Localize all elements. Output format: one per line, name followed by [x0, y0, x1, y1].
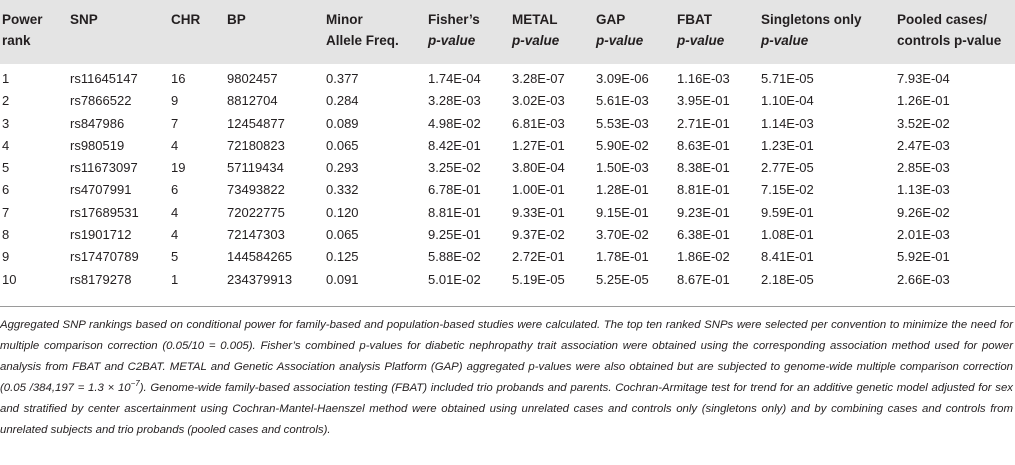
cell-power-rank: 10 [2, 271, 17, 287]
table-row [0, 112, 1015, 134]
header-line: p-value [512, 33, 560, 48]
header-bp [227, 9, 246, 30]
cell-gap-p: 5.90E-02 [596, 137, 649, 153]
header-line: p-value [596, 33, 644, 48]
cell-fbat-p: 6.38E-01 [677, 227, 730, 243]
cell-chr: 6 [171, 182, 179, 198]
cell-power-rank: 3 [2, 115, 10, 131]
header-metal-p [512, 9, 559, 51]
cell-fishers-p: 3.28E-03 [428, 93, 481, 109]
cell-snp: rs17470789 [70, 249, 139, 265]
cell-singletons-p: 2.18E-05 [761, 271, 814, 287]
cell-minor-allele-freq: 0.332 [326, 182, 359, 198]
caption-part1: Aggregated SNP rankings based on conditional power for family-based and population-based studies were calculated. The top ten ranked SNPs were selected per convention to minimize the need for multiple comparison correction (0.05/10 = 0.005). Fisher’s combined p-values for diabetic nephropathy trait association were obtained using the corresponding association method used for power analysis from FBAT and C2BAT. METAL and Genetic Association analysis Platform (GAP) aggregated p-values were also obtained but are subjected to genome-wide multiple comparison correction (0.05 /384,197 = 1.3 × 10 [0, 319, 1013, 394]
header-line: Power [2, 12, 43, 27]
cell-fishers-p: 4.98E-02 [428, 115, 481, 131]
cell-chr: 4 [171, 227, 179, 243]
cell-bp: 9802457 [227, 71, 278, 86]
header-snp [70, 9, 98, 30]
cell-power-rank: 5 [2, 160, 10, 176]
cell-pooled-p: 3.52E-02 [897, 115, 950, 131]
cell-pooled-p: 2.47E-03 [897, 137, 950, 153]
cell-fbat-p: 9.23E-01 [677, 204, 730, 220]
cell-gap-p: 3.09E-06 [596, 71, 649, 86]
header-line: Singletons only [761, 12, 862, 27]
cell-fbat-p: 2.71E-01 [677, 115, 730, 131]
header-line: p-value [761, 33, 809, 48]
table-caption [0, 315, 1013, 441]
cell-fishers-p: 9.25E-01 [428, 227, 481, 243]
cell-bp: 234379913 [227, 271, 293, 287]
cell-singletons-p: 1.23E-01 [761, 137, 814, 153]
table-row [0, 89, 1015, 111]
cell-metal-p: 3.28E-07 [512, 71, 565, 86]
caption-part2: ). Genome-wide family-based association testing (FBAT) included trio probands and parents. Cochran-Armitage test for trend for an additive genetic model adjusted for sex and stratified by center ascertainment using Cochran-Mantel-Haenszel method were obtained using unrelated cases and controls only (singletons only) and by combining cases and controls from unrelated subjects and trio probands (pooled cases and controls). [0, 382, 1014, 436]
table-row [0, 201, 1015, 223]
header-line: Allele Freq. [326, 33, 399, 48]
table-row [0, 67, 1015, 89]
cell-snp: rs980519 [70, 137, 125, 153]
header-line: FBAT [677, 12, 712, 27]
header-fbat-p [677, 9, 724, 51]
cell-singletons-p: 8.41E-01 [761, 249, 814, 265]
cell-metal-p: 2.72E-01 [512, 249, 565, 265]
cell-fishers-p: 5.01E-02 [428, 271, 481, 287]
cell-gap-p: 5.25E-05 [596, 271, 649, 287]
cell-gap-p: 1.78E-01 [596, 249, 649, 265]
cell-minor-allele-freq: 0.089 [326, 115, 359, 131]
cell-fbat-p: 8.81E-01 [677, 182, 730, 198]
cell-pooled-p: 5.92E-01 [897, 249, 950, 265]
cell-singletons-p: 1.10E-04 [761, 93, 814, 109]
cell-gap-p: 5.53E-03 [596, 115, 649, 131]
cell-singletons-p: 7.15E-02 [761, 182, 814, 198]
cell-fishers-p: 6.78E-01 [428, 182, 481, 198]
cell-metal-p: 9.33E-01 [512, 204, 565, 220]
cell-metal-p: 1.27E-01 [512, 137, 565, 153]
cell-fishers-p: 8.42E-01 [428, 137, 481, 153]
cell-fbat-p: 1.86E-02 [677, 249, 730, 265]
cell-fbat-p: 8.67E-01 [677, 271, 730, 287]
cell-gap-p: 1.50E-03 [596, 160, 649, 176]
header-line: rank [2, 33, 31, 48]
table-body [0, 67, 1015, 290]
cell-bp: 72180823 [227, 137, 285, 153]
table-row [0, 156, 1015, 178]
cell-fbat-p: 1.16E-03 [677, 71, 730, 86]
cell-power-rank: 8 [2, 227, 10, 243]
cell-snp: rs8179278 [70, 271, 132, 287]
header-line: Pooled cases/ [897, 12, 988, 27]
table-header [0, 0, 1015, 64]
cell-metal-p: 6.81E-03 [512, 115, 565, 131]
header-singletons-p [761, 9, 862, 51]
cell-metal-p: 5.19E-05 [512, 271, 565, 287]
cell-fishers-p: 1.74E-04 [428, 71, 481, 86]
table-row [0, 268, 1015, 290]
cell-fbat-p: 8.38E-01 [677, 160, 730, 176]
caption-exponent: −7 [130, 379, 140, 389]
cell-power-rank: 4 [2, 137, 10, 153]
cell-chr: 4 [171, 204, 179, 220]
cell-gap-p: 5.61E-03 [596, 93, 649, 109]
header-line: controls p-value [897, 33, 1002, 48]
cell-metal-p: 3.80E-04 [512, 160, 565, 176]
header-line: Minor [326, 12, 363, 27]
header-line: BP [227, 12, 246, 27]
cell-fbat-p: 8.63E-01 [677, 137, 730, 153]
header-gap-p [596, 9, 643, 51]
cell-minor-allele-freq: 0.065 [326, 227, 359, 243]
cell-singletons-p: 5.71E-05 [761, 71, 814, 86]
cell-snp: rs11673097 [70, 160, 138, 176]
cell-pooled-p: 2.85E-03 [897, 160, 950, 176]
cell-chr: 16 [171, 71, 186, 86]
cell-snp: rs1901712 [70, 227, 132, 243]
cell-minor-allele-freq: 0.293 [326, 160, 359, 176]
cell-pooled-p: 2.01E-03 [897, 227, 950, 243]
header-line: p-value [677, 33, 725, 48]
cell-bp: 144584265 [227, 249, 293, 265]
cell-singletons-p: 1.14E-03 [761, 115, 814, 131]
header-line: GAP [596, 12, 626, 27]
cell-metal-p: 9.37E-02 [512, 227, 565, 243]
header-line: METAL [512, 12, 558, 27]
cell-minor-allele-freq: 0.284 [326, 93, 359, 109]
cell-chr: 19 [171, 160, 186, 176]
table-row [0, 134, 1015, 156]
cell-gap-p: 3.70E-02 [596, 227, 649, 243]
cell-minor-allele-freq: 0.377 [326, 71, 359, 86]
cell-pooled-p: 2.66E-03 [897, 271, 950, 287]
header-line: CHR [171, 12, 201, 27]
cell-power-rank: 9 [2, 249, 10, 265]
cell-chr: 5 [171, 249, 179, 265]
cell-minor-allele-freq: 0.120 [326, 204, 359, 220]
cell-minor-allele-freq: 0.091 [326, 271, 359, 287]
cell-chr: 9 [171, 93, 179, 109]
cell-snp: rs11645147 [70, 71, 138, 86]
cell-bp: 57119434 [227, 160, 284, 176]
header-line: SNP [70, 12, 98, 27]
cell-fishers-p: 5.88E-02 [428, 249, 481, 265]
cell-snp: rs17689531 [70, 204, 139, 220]
cell-gap-p: 9.15E-01 [596, 204, 649, 220]
cell-pooled-p: 1.26E-01 [897, 93, 950, 109]
cell-snp: rs847986 [70, 115, 125, 131]
header-chr [171, 9, 200, 30]
cell-pooled-p: 7.93E-04 [897, 71, 950, 86]
cell-metal-p: 3.02E-03 [512, 93, 565, 109]
header-fishers-p [428, 9, 480, 51]
cell-pooled-p: 1.13E-03 [897, 182, 950, 198]
cell-minor-allele-freq: 0.065 [326, 137, 359, 153]
cell-power-rank: 1 [2, 71, 10, 86]
cell-singletons-p: 1.08E-01 [761, 227, 814, 243]
cell-fbat-p: 3.95E-01 [677, 93, 730, 109]
table-row [0, 223, 1015, 245]
cell-chr: 4 [171, 137, 179, 153]
cell-bp: 12454877 [227, 115, 285, 131]
bottom-rule [0, 306, 1015, 307]
cell-snp: rs7866522 [70, 93, 132, 109]
header-pooled-p [897, 9, 1001, 51]
cell-power-rank: 6 [2, 182, 10, 198]
cell-bp: 72147303 [227, 227, 285, 243]
header-line: p-value [428, 33, 476, 48]
cell-singletons-p: 2.77E-05 [761, 160, 814, 176]
cell-minor-allele-freq: 0.125 [326, 249, 359, 265]
cell-fishers-p: 3.25E-02 [428, 160, 481, 176]
cell-power-rank: 7 [2, 204, 10, 220]
cell-pooled-p: 9.26E-02 [897, 204, 950, 220]
cell-metal-p: 1.00E-01 [512, 182, 565, 198]
header-line: Fisher’s [428, 12, 480, 27]
cell-chr: 1 [171, 271, 179, 287]
cell-power-rank: 2 [2, 93, 10, 109]
table-row [0, 178, 1015, 200]
cell-bp: 73493822 [227, 182, 285, 198]
cell-snp: rs4707991 [70, 182, 132, 198]
cell-fishers-p: 8.81E-01 [428, 204, 481, 220]
cell-gap-p: 1.28E-01 [596, 182, 649, 198]
table-row [0, 245, 1015, 267]
cell-bp: 8812704 [227, 93, 278, 109]
cell-singletons-p: 9.59E-01 [761, 204, 814, 220]
header-power-rank [2, 9, 43, 51]
cell-chr: 7 [171, 115, 179, 131]
header-minor-allele-freq [326, 9, 399, 51]
cell-bp: 72022775 [227, 204, 285, 220]
